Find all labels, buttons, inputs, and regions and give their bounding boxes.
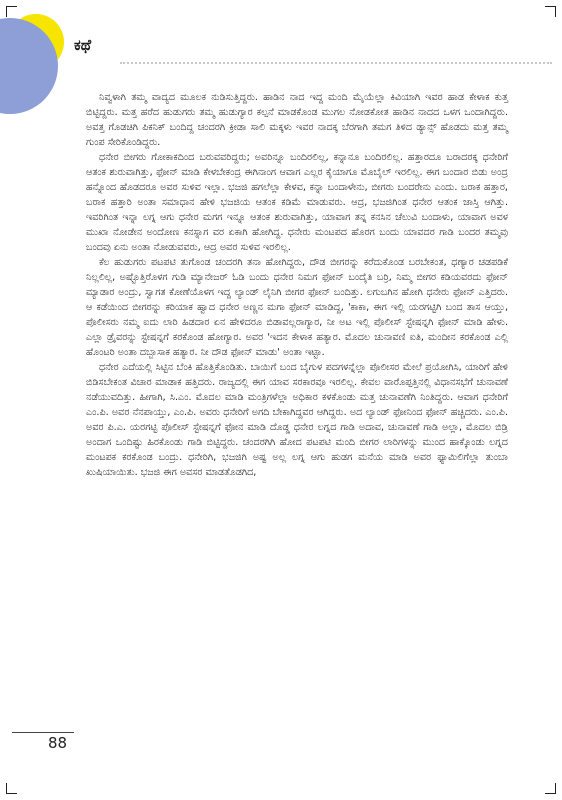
header-dotted-rule [120,62,552,64]
paragraph-continued: ನಿವ್ವಳಾಗಿ ತಮ್ಮ ವಾದ್ಯದ ಮೂಲಕ ನುಡಿಸುತ್ತಿದ್ದರು. ಹಾಡಿನ ನಾದ ಇದ್ದ ಮಂದಿ ಮೈಯೆಲ್ಲಾ ಕಿವಿಯಾಗಿ ಇವರ ಹಾಡ ಕೇಳಾಕ ಕುತ್ತ ಬಿಟ್ಟಿದ್ದರು. ಮತ್ತ ಹರೆದ ಹುಡುಗರು ತಮ್ಮ ಹುಡುಗ್ಯಾರ ಕಲ್ಪನೆ ಮಾಡಕೊಂಡ ಮುಗಲ ನೋಡಕೋತ ಹಾಡಿನ ನಾದದ ಒಳಗ ಒಂದಾಗಿದ್ದರು. ಅವತ್ತ ಗೊಡಚಿಗಿ ಪಿಕನಿಕ್ ಬಂದಿದ್ದ ಚಂದರಗಿ ಕ್ರೀಡಾ ಸಾಲಿ ಮಕ್ಕಳು ಇವರ ನಾದಕ್ಕ ಬೆರಗಾಗಿ ತಮಗ ತಿಳಿದ ಡ್ಯಾನ್ಸ್ ಹೊಡದು ಮತ್ತ ತಮ್ಮ ಗುಂಪ ಸೇರಿಕೊಂಡಿದ್ದರು. [86,92,508,148]
paragraph: ಧನೇರ ಬೀಗರು ಗೋಕಾಕದಿಂದ ಬರುವವರಿದ್ದರು; ಅವರಿನ್ನೂ ಬಂದಿರಲಿಲ್ಲ, ಕನ್ನಾನೂ ಬಂದಿರಲಿಲ್ಲ. ಹತ್ತಾರದೂ ಬರಾದರಕ್ಕ ಧನೇರಿಗೆ ಆತಂಕ ಶುರುವಾಗಿತ್ತು, ಫೋನ್ ಮಾಡಿ ಕೇಳಬೇಕಂದ್ರ ಈಗಿನಾಂಗ ಆವಾಗ ಎಲ್ಲರ ಕೈಯಾಗೂ ಮೊಬೈಲ್ ಇರಲಿಲ್ಲ. ಈಗ ಬಂದಾರ ಬಿಡು ಅಂದ್ರ ಹನ್ನೊಂದ ಹೊಡದರೂ ಅವರ ಸುಳಿವ ಇಲ್ಲಾ. ಭಜಜಿ ಹಗಲೆಲ್ಲಾ ಕೇಳವ, ಕನ್ನಾ ಬಂದಾಳೇನು, ಬೀಗರು ಬಂದರೇನು ಎಂದು. ಬರಾಕ ಹತ್ತಾರ, ಬರಾಕ ಹತ್ತಾರಿ ಅಂತಾ ಸಮಾಧಾನ ಹೇಳಿ ಭಜಜಿಯ ಆತಂಕ ಕಡಿಮೆ ಮಾಡುವರು. ಆದ್ರ, ಭಜಜಿಗಿಂತ ಧನೇರ ಆತಂಕ ಜಾಸ್ತಿ ಆಗಿತ್ತು. ಇವರಿಗಿಂತ ಇನ್ನಾ ಲಗ್ನ ಆಗು ಧನೇರ ಮಗಗ ಇನ್ನೂ ಆತಂಕ ಶುರುವಾಗಿತ್ತು, ಯಾವಾಗ ತನ್ನ ಕನಸಿನ ಚೆಲುವಿ ಬಂದಾಳು, ಯಾವಾಗ ಅವಳ ಮುಖಾ ನೋಡೇನ ಅಂದೋಣ ಕನಸ್ನಾಗ ವರ ಏಕಾಗಿ ಹೋಗಿದ್ದ. ಧನೇರು ಮಂಟಪದ ಹೊರಗ ಬಂದು ಯಾವದರ ಗಾಡಿ ಬಂದರ ತಮ್ಮವು ಬಂದವು ಏನು ಅಂತಾ ನೋಡುವವರು, ಆದ್ರ ಅವರ ಸುಳಿವ ಇರಲಿಲ್ಲ. [86,152,508,253]
crop-mark-top-right [545,6,556,17]
section-title: ಕಥೆ [74,36,92,54]
crop-mark-bottom-right [545,783,556,794]
paragraph: ಕೆಲ ಹುಡುಗರು ಪಟಪಟಿ ತುಗೊಂಡ ಚಂದರಗಿ ತನಾ ಹೋಗಿದ್ದರು, ದೌಡ ಬೀಗರನ್ನು ಕರೆದುಕೊಂಡ ಬರಬೇಕಂತ, ಧಣ್ಯಾರ ಚಡಪಡಿಕೆ ನಿಲ್ಲಲಿಲ್ಲ, ಅಷ್ಟೊತ್ತಿರೊಳಗ ಗುಡಿ ಮ್ಯಾನೇಜರ್ ಓಡಿ ಬಂದು ಧನೇರ ನಿಮಗ ಫೋನ್ ಬಂದೈತಿ ಬರ್ರಿ, ನಿಮ್ಮ ಬೀಗರ ಕಡಿಯವರದು ಫೋನ್ ಮ್ಯಾಡಾರ ಅಂದ್ರು, ಸ್ವಾಗತ ಕೋಣೆಯೊಳಗ ಇದ್ದ ಲ್ಯಾಂಡ್ ಲೈನಿಗಿ ಬೀಗರ ಫೋನ್ ಬಂದಿತ್ತು. ಲಗುಬಗಿನ ಹೋಗಿ ಧನೇರು ಫೋನ್ ಎತ್ತಿದರು. ಆ ಕಡೆಯಿಂದ ಬೀಗರನ್ನು ಕರಿಯಾಕ ಹ್ವಾದ ಧನೇರ ಅಣ್ಣನ ಮಗಾ ಫೋನ್ ಮಾಡಿದ್ದ, 'ಕಾಕಾ, ಈಗ ಇಲ್ಲಿ ಯರಗಟ್ಟಿಗಿ ಬಂದ ತಾಸ ಆಯ್ತು, ಪೊಲೀಸರು ನಮ್ಮ ಐದು ಲಾರಿ ಹಿಡದಾರ ಏನ ಹೇಳಿದರೂ ಬಿಡಾವಲ್ಲರಾಗ್ಯಾರ, ನೀ ಅಟ ಇಲ್ಲಿ ಪೊಲೀಸ್ ಸ್ಟೇಷನ್ನಗಿ ಫೋನ್ ಮಾಡಿ ಹೇಳು. ಎಲ್ಲಾ ಡ್ರೈವರನ್ನು ಸ್ಟೇಷನ್ನಗೆ ಕರಕೊಂಡ ಹೋಗ್ಯಾರ. ಅವರ 'ಇದನ ಕೇಳಾಕ ಹತ್ಯಾರ. ಮೊದಲ ಚುನಾವಣಿ ಐತಿ, ಮಂದೀನ ಕರಕೊಂಡ ಎಲ್ಲಿ ಹೊಂಟರಿ ಅಂತಾ ದಬ್ಬಾಸಾಕ ಹತ್ಯಾರ. ನೀ ದೌಡ ಫೋನ್ ಮಾಡು' ಅಂತಾ ಇಟ್ಟಾ. [86,257,508,358]
paragraph: ಧನೇರ ಎದೆಯಲ್ಲಿ ಸಿಟ್ಟಿನ ಬೆಂಕಿ ಹೊತ್ತಿಕೊಂಡಿತು. ಬಾಯಿಗೆ ಬಂದ ಬೈಗುಳ ಪದಗಳನ್ನೆಲ್ಲಾ ಪೊಲೀಸರ ಮೇಲೆ ಪ್ರಯೋಗಿಸಿ, ಯಾರಿಗೆ ಹೇಳಿ ಬಿಡಿಸಬೇಕಂತ ವಿಚಾರ ಮಾಡಾಕ ಹತ್ತಿದರು. ರಾಜ್ಯದಲ್ಲಿ ಈಗ ಯಾವ ಸರಕಾರವೂ ಇರಲಿಲ್ಲ. ಕೇವಲ ವಾರೊಪ್ಪತ್ತಿನಲ್ಲಿ ವಿಧಾನಸಭೆಗೆ ಚುನಾವಣೆ ನಡೆಯುವದಿತ್ತು. ಹೀಗಾಗಿ, ಸಿ.ಎಂ. ಮೊದಲ ಮಾಡಿ ಮಂತ್ರಿಗಳೆಲ್ಲಾ ಅಧಿಕಾರ ಕಳಕೊಂಡು ಮತ್ತ ಚುನಾವಣೆಗಿ ನಿಂತಿದ್ದರು. ಆವಾಗ ಧನೇರಿಗೆ ಎಂ.ಪಿ. ಅವರ ನೆನಪಾಯ್ತು, ಎಂ.ಪಿ. ಅವರು ಧನೇರಿಗೆ ಅಗದಿ ಬೇಕಾಗಿದ್ದವರ ಆಗಿದ್ದರು. ಅದ ಲ್ಯಾಂಡ್ ಫೋನಿಂದ ಫೋನ್ ಹಚ್ಚಿದರು. ಎಂ.ಪಿ. ಅವರ ಪಿ.ಎ. ಯರಗಟ್ಟಿ ಪೊಲೀಸ್ ಸ್ಟೇಷನ್ನಗೆ ಫೋನ ಮಾಡಿ ದೊಡ್ಡ ಧನೇರ ಲಗ್ನದ ಗಾಡಿ ಅದಾವ, ಚುನಾವಣೆ ಗಾಡಿ ಅಲ್ಲಾ, ಮೊದಲ ಬಿಡ್ರಿ ಅಂದಾಗ ಒಂದಿಷ್ಟು ಹಿರಕೊಂಡು ಗಾಡಿ ಬಿಟ್ಟಿದ್ದರು. ಚಂದರಗಿಗಿ ಹೋದ ಪಟಪಟಿ ಮಂದಿ ಬೀಗರ ಲಾರಿಗಳನ್ನು ಮುಂದ ಹಾಕ್ಕೊಂಡು ಲಗ್ನದ ಮಂಟಪಕ ಕರಕೊಂಡ ಬಂದ್ರು. ಧನೇರಿಗಿ, ಭಜಜಿಗಿ ಅಷ್ಟ ಅಲ್ಲ ಲಗ್ನ ಆಗು ಹುಡಗ ಮನೆಯ ಮಾಡಿ ಅವರ ಫ್ಯಾಮಿಲಿಗೆಲ್ಲಾ ತುಂಬಾ ಖುಷಿಯಾಯಿತು. ಭಜಜಿ ಈಗ ಅವಸರ ಮಾಡತೊಡಗಿದ, [86,362,508,478]
footer-rule [12,732,74,733]
page-number: 88 [48,734,68,752]
story-body [86,90,508,480]
crop-mark-bottom-left [6,783,17,794]
